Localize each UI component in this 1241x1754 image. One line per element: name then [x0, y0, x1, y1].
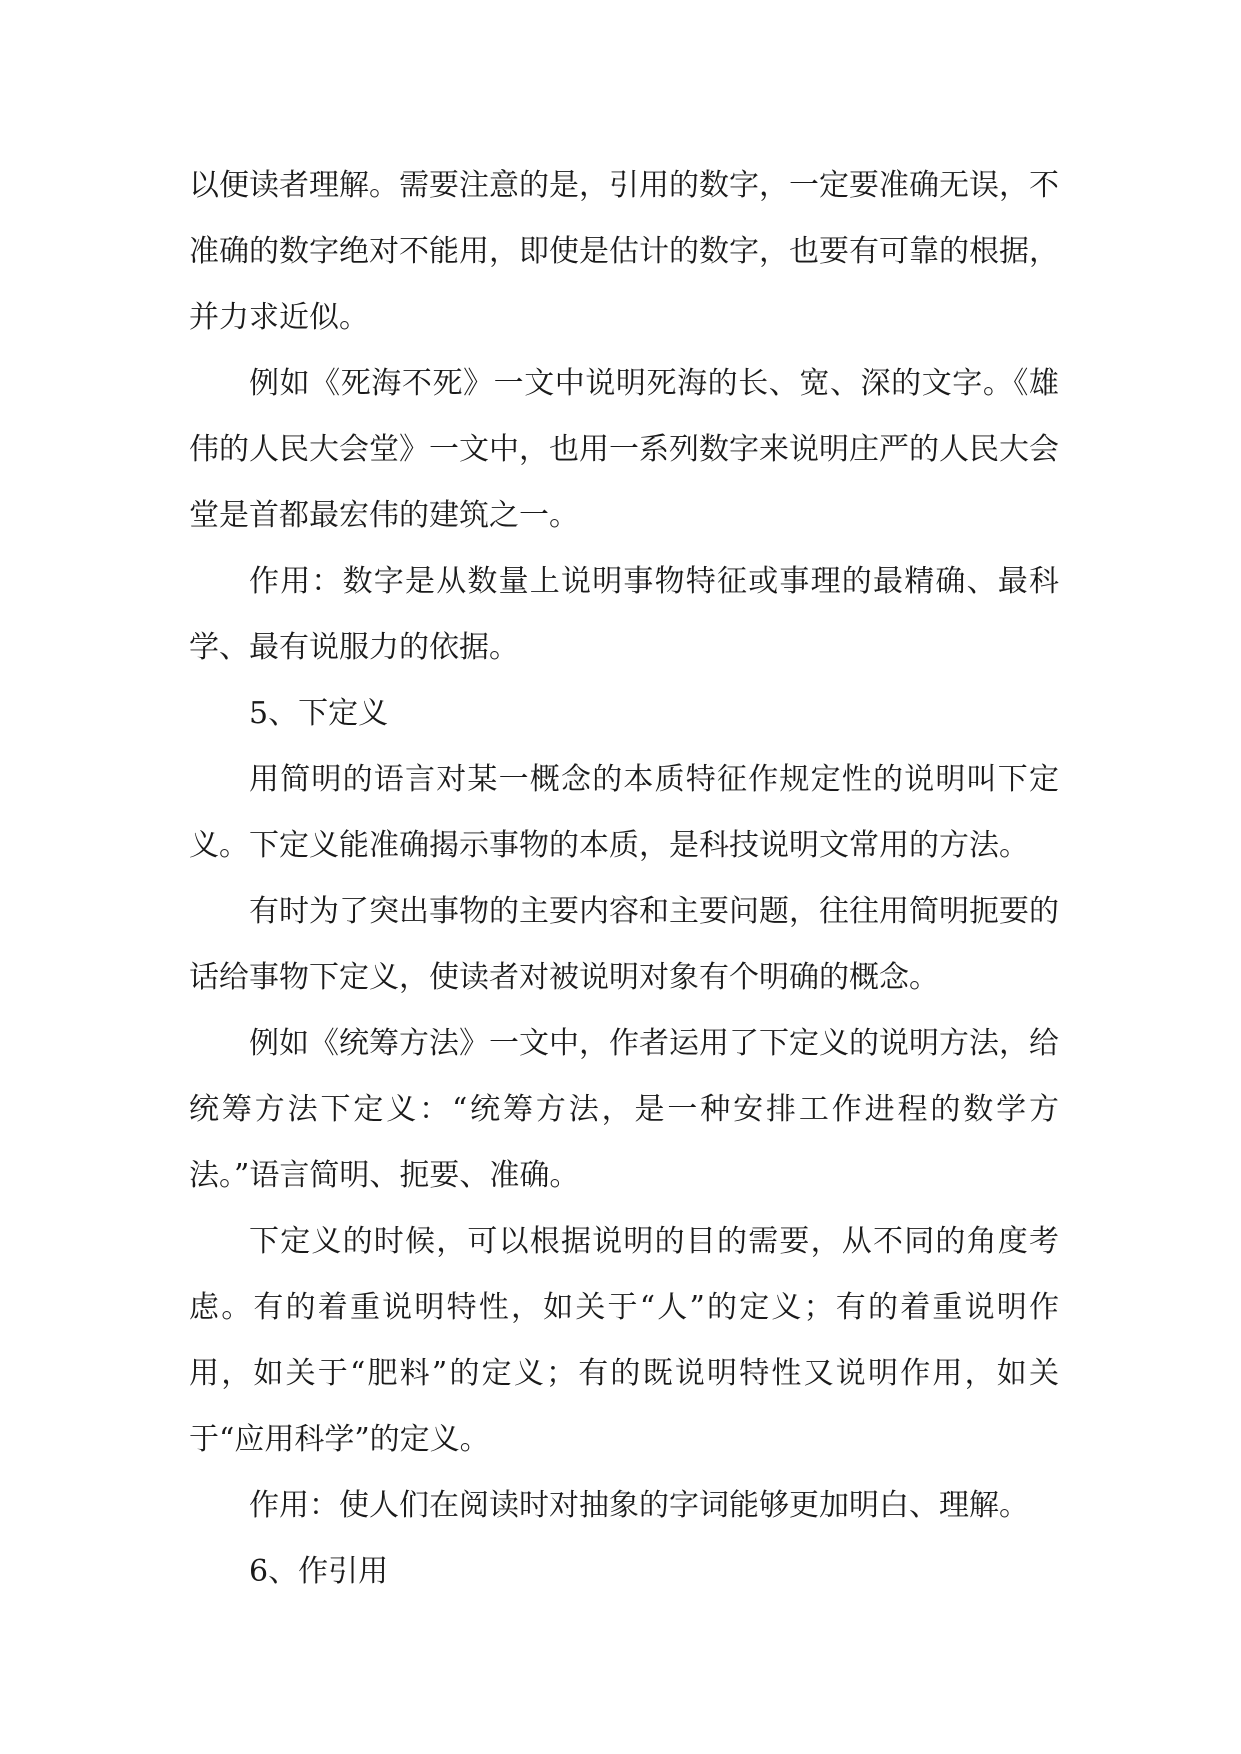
paragraph-definition-intro: 用简明的语言对某一概念的本质特征作规定性的说明叫下定义。下定义能准确揭示事物的本质，是科技说明文常用的方法。: [189, 762, 1059, 863]
paragraph-example-planning: 例如《统筹方法》一文中，作者运用了下定义的说明方法，给统筹方法下定义：“统筹方法，是一种安排工作进程的数学方法。”语言简明、扼要、准确。: [189, 1026, 1059, 1193]
paragraph-effect-definition: 作用：使人们在阅读时对抽象的字词能够更加明白、理解。: [249, 1488, 1029, 1523]
paragraph-continuation: 以便读者理解。需要注意的是，引用的数字，一定要准确无误，不准确的数字绝对不能用，即使是估计的数字，也要有可靠的根据，并力求近似。: [189, 168, 1059, 335]
paragraph-definition-angles: 下定义的时候，可以根据说明的目的需要，从不同的角度考虑。有的着重说明特性，如关于“人”的定义；有的着重说明作用，如关于“肥料”的定义；有的既说明特性又说明作用，如关于“应用科学”的定义。: [189, 1224, 1059, 1457]
paragraph-definition-purpose: 有时为了突出事物的主要内容和主要问题，往往用简明扼要的话给事物下定义，使读者对被说明对象有个明确的概念。: [189, 894, 1059, 995]
section-heading-definition: 5、下定义: [249, 696, 389, 731]
document-body: [189, 153, 1059, 1605]
paragraph-example-dead-sea: 例如《死海不死》一文中说明死海的长、宽、深的文字。《雄伟的人民大会堂》一文中，也用一系列数字来说明庄严的人民大会堂是首都最宏伟的建筑之一。: [189, 366, 1059, 533]
paragraph-effect-numbers: 作用：数字是从数量上说明事物特征或事理的最精确、最科学、最有说服力的依据。: [189, 564, 1059, 665]
section-heading-citation: 6、作引用: [249, 1554, 389, 1589]
